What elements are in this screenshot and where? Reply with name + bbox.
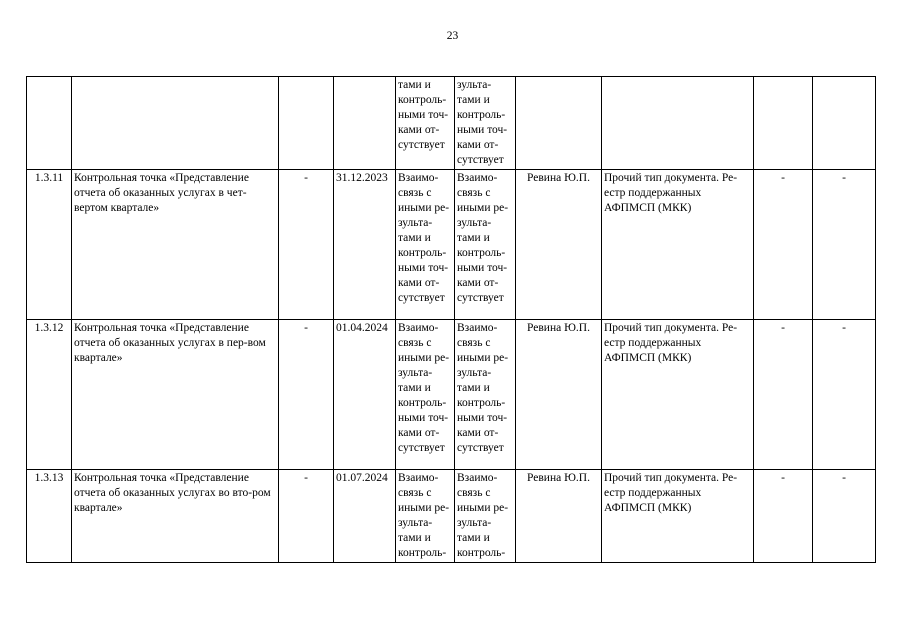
plan-table [26, 76, 876, 563]
table-row [27, 470, 876, 563]
cell-doc-type: Прочий тип документа. Ре-естр поддержанных АФПМСП (МКК) [602, 170, 754, 320]
cell-col5: Взаимо- связь с иными ре- зульта- тами и контроль- ными точ- ками от- сутствует [396, 170, 455, 320]
cell-doc-type: Прочий тип документа. Ре-естр поддержанных АФПМСП (МКК) [602, 320, 754, 470]
cell-doc-type [602, 77, 754, 170]
cell-col5: Взаимо- связь с иными ре- зульта- тами и контроль- ными точ- ками от- сутствует [396, 320, 455, 470]
cell-col3: - [279, 470, 334, 563]
cell-doc-type: Прочий тип документа. Ре-естр поддержанных АФПМСП (МКК) [602, 470, 754, 563]
cell-col5: Взаимо- связь с иными ре- зульта- тами и контроль- [396, 470, 455, 563]
cell-name: Контрольная точка «Представление отчета об оказанных услугах во вто-ром квартале» [72, 470, 279, 563]
table-row-continuation [27, 77, 876, 170]
cell-name: Контрольная точка «Представление отчета об оказанных услугах в пер-вом квартале» [72, 320, 279, 470]
cell-col3 [279, 77, 334, 170]
table-row [27, 320, 876, 470]
cell-col6: Взаимо- связь с иными ре- зульта- тами и контроль- ными точ- ками от- сутствует [455, 170, 516, 320]
cell-responsible: Ревина Ю.П. [516, 320, 602, 470]
cell-date: 31.12.2023 [334, 170, 396, 320]
cell-col5: тами и контроль- ными точ- ками от- сутствует [396, 77, 455, 170]
cell-col10: - [813, 470, 876, 563]
page-number: 23 [446, 30, 459, 42]
cell-responsible [516, 77, 602, 170]
cell-col10: - [813, 170, 876, 320]
cell-date: 01.04.2024 [334, 320, 396, 470]
cell-col10: - [813, 320, 876, 470]
cell-num: 1.3.12 [27, 320, 72, 470]
cell-col3: - [279, 170, 334, 320]
cell-num: 1.3.13 [27, 470, 72, 563]
cell-date [334, 77, 396, 170]
cell-col9: - [754, 320, 813, 470]
cell-col9 [754, 77, 813, 170]
cell-responsible: Ревина Ю.П. [516, 170, 602, 320]
cell-name: Контрольная точка «Представление отчета об оказанных услугах в чет-вертом квартале» [72, 170, 279, 320]
cell-col9: - [754, 470, 813, 563]
table-row [27, 170, 876, 320]
cell-col6: Взаимо- связь с иными ре- зульта- тами и контроль- ными точ- ками от- сутствует [455, 320, 516, 470]
cell-col6: зульта- тами и контроль- ными точ- ками от- сутствует [455, 77, 516, 170]
cell-date: 01.07.2024 [334, 470, 396, 563]
cell-responsible: Ревина Ю.П. [516, 470, 602, 563]
cell-num [27, 77, 72, 170]
cell-col6: Взаимо- связь с иными ре- зульта- тами и контроль- [455, 470, 516, 563]
cell-num: 1.3.11 [27, 170, 72, 320]
cell-name [72, 77, 279, 170]
cell-col10 [813, 77, 876, 170]
cell-col3: - [279, 320, 334, 470]
cell-col9: - [754, 170, 813, 320]
